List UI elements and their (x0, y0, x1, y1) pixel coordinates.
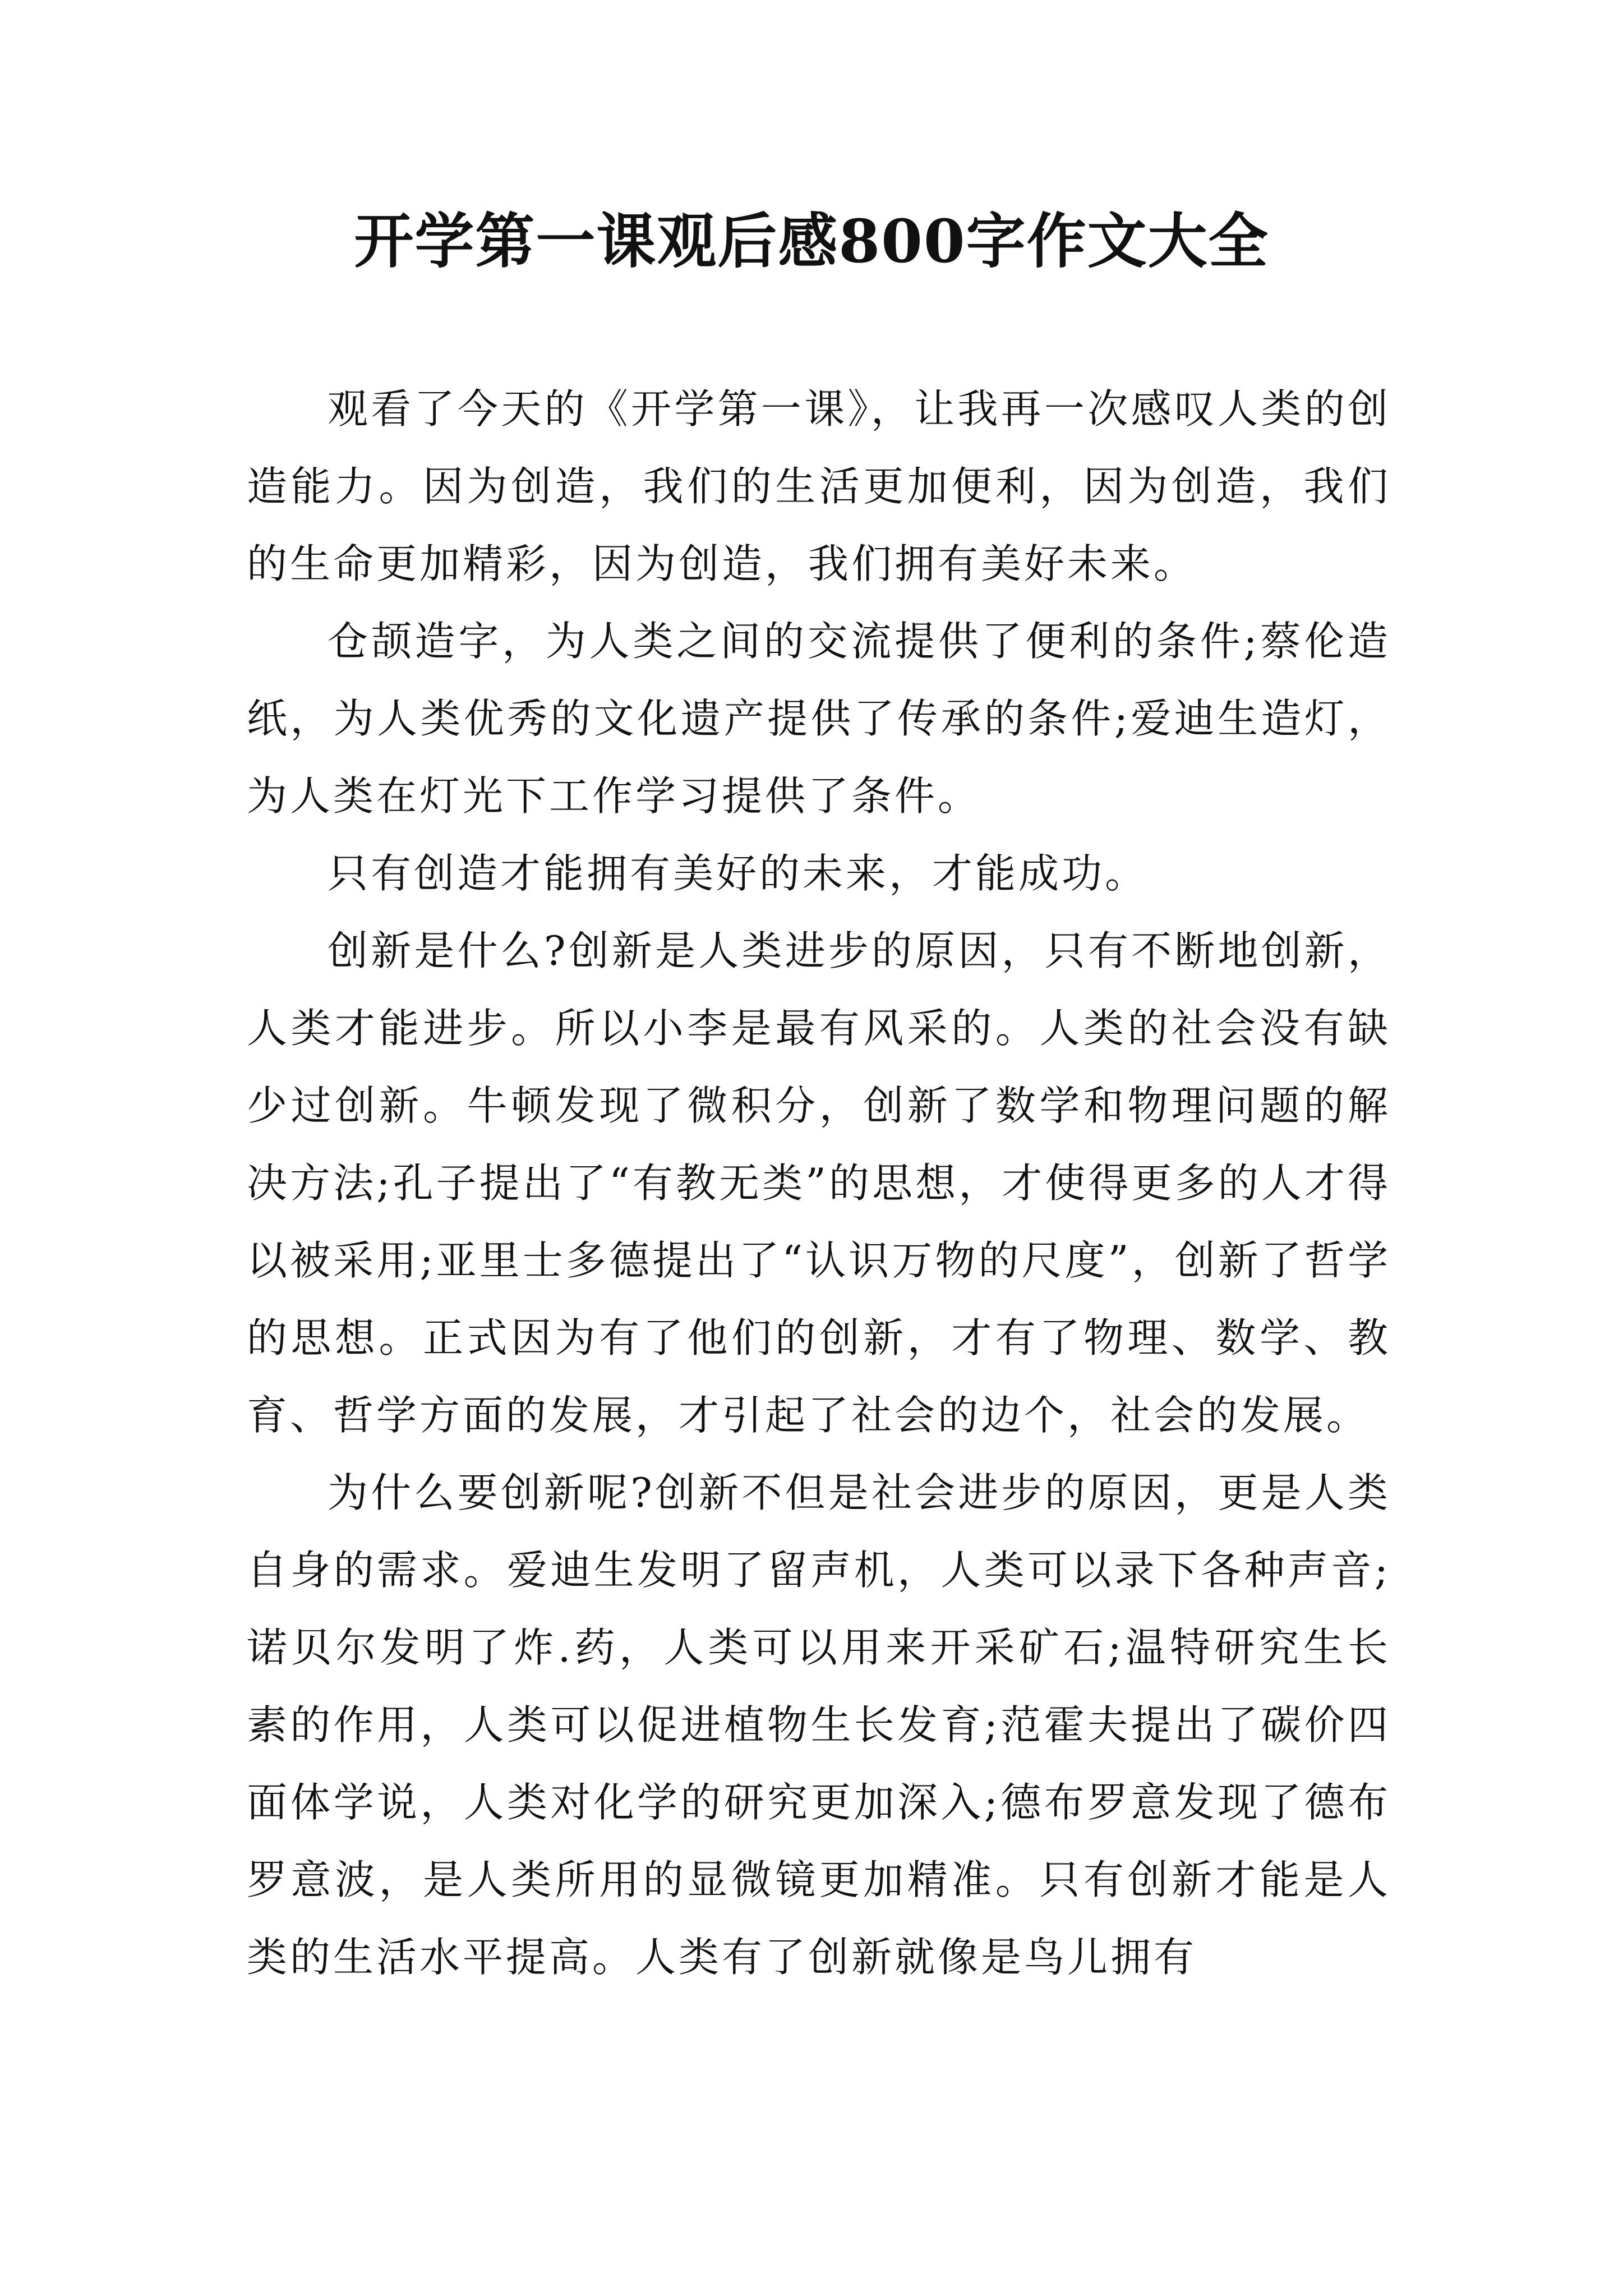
paragraph: 只有创造才能拥有美好的未来，才能成功。 (328, 850, 1149, 897)
paragraph: 为什么要创新呢?创新不但是社会进步的原因，更是人类自身的需求。爱迪生发明了留声机，人类可以录下各种声音;诺贝尔发明了炸.药，人类可以用来开采矿石;温特研究生长素的作用，人类可以促进植物生长发育;范霍夫提出了碳价四面体学说，人类对化学的研究更加深入;德布罗意发现了德布罗意波，是人类所用的显微镜更加精准。只有创新才能是人类的生活水平提高。人类有了创新就像是鸟儿拥有 (247, 1469, 1391, 1981)
paragraph: 仓颉造字，为人类之间的交流提供了便利的条件;蔡伦造纸，为人类优秀的文化遗产提供了传承的条件;爱迪生造灯，为人类在灯光下工作学习提供了条件。 (247, 618, 1391, 820)
document-title: 开学第一课观后感800字作文大全 (354, 206, 1269, 276)
paragraph: 观看了今天的《开学第一课》，让我再一次感叹人类的创造能力。因为创造，我们的生活更加便利，因为创造，我们的生命更加精彩，因为创造，我们拥有美好未来。 (247, 385, 1391, 587)
paragraph: 创新是什么?创新是人类进步的原因，只有不断地创新，人类才能进步。所以小李是最有风采的。人类的社会没有缺少过创新。牛顿发现了微积分，创新了数学和物理问题的解决方法;孔子提出了“有教无类”的思想，才使得更多的人才得以被采用;亚里士多德提出了“认识万物的尺度”，创新了哲学的思想。正式因为有了他们的创新，才有了物理、数学、教育、哲学方面的发展，才引起了社会的边个，社会的发展。 (247, 927, 1391, 1439)
document-body (247, 370, 1391, 1996)
